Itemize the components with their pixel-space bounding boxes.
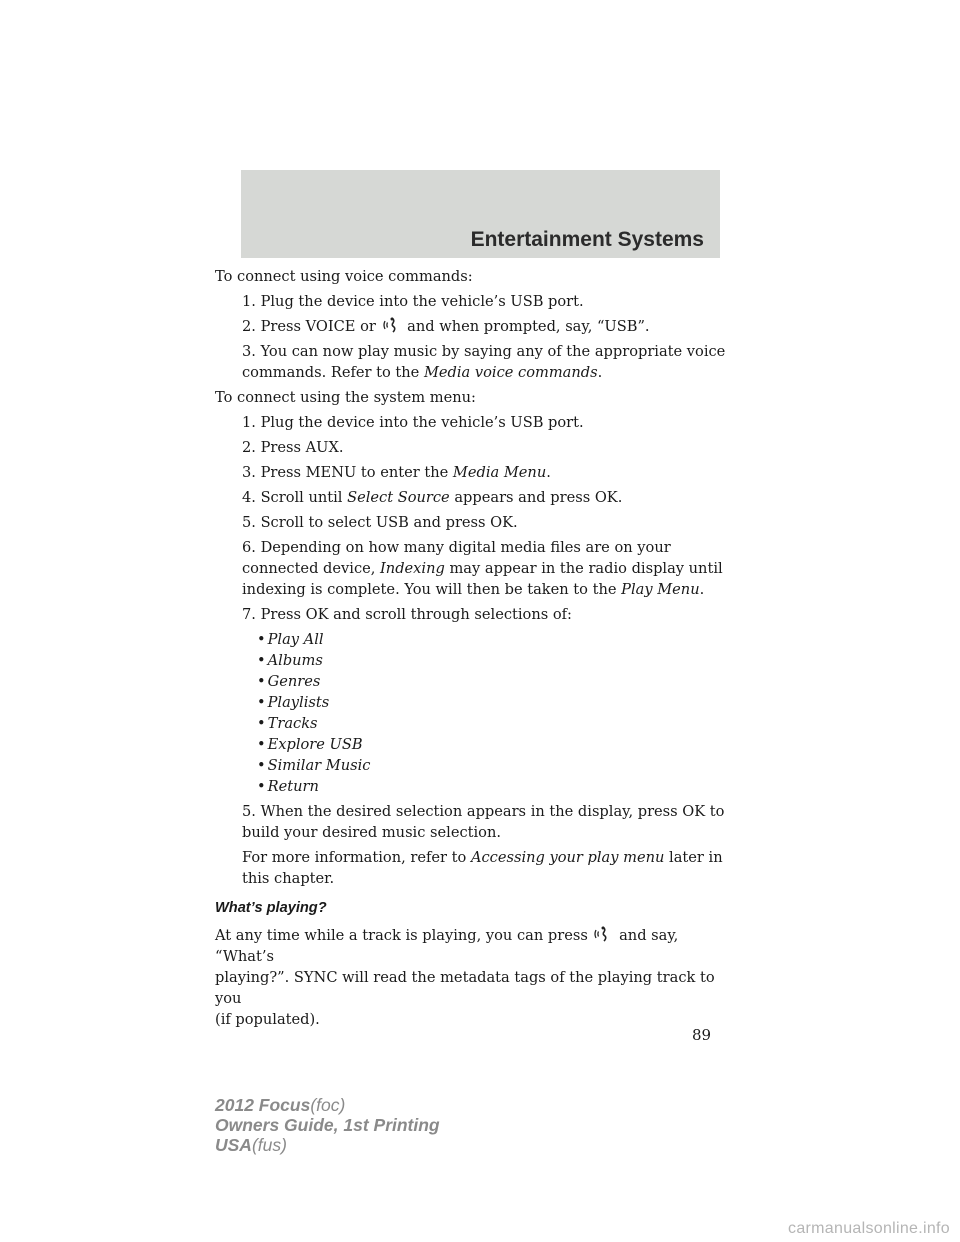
list-item: • Albums bbox=[257, 652, 323, 669]
menu-step-6-cont2: indexing is complete. You will then be taken to the Play Menu. bbox=[242, 581, 705, 598]
list-item: • Genres bbox=[257, 673, 321, 690]
whats-playing-line-1: At any time while a track is playing, you can press and say, “What’s bbox=[215, 927, 679, 965]
more-info-cont: this chapter. bbox=[242, 870, 335, 887]
section-heading: What’s playing? bbox=[215, 900, 327, 916]
list-item: • Playlists bbox=[257, 694, 330, 711]
menu-step-7: 7. Press OK and scroll through selections of: bbox=[242, 606, 572, 623]
page-number: 89 bbox=[692, 1026, 712, 1044]
voice-step-2: 2. Press VOICE or and when prompted, say, “USB”. bbox=[242, 318, 650, 335]
whats-playing-line-2: playing?”. SYNC will read the metadata tags of the playing track to you bbox=[215, 969, 715, 1007]
menu-step-2: 2. Press AUX. bbox=[242, 439, 344, 456]
menu-step-6-cont: connected device, Indexing may appear in the radio display until bbox=[242, 560, 723, 577]
voice-button-icon bbox=[594, 926, 612, 942]
voice-commands-reference: Media voice commands bbox=[423, 364, 598, 381]
list-item: • Tracks bbox=[257, 715, 318, 732]
list-item: • Return bbox=[257, 778, 319, 795]
menu-intro: To connect using the system menu: bbox=[215, 389, 476, 406]
menu-step-5b: 5. When the desired selection appears in the display, press OK to bbox=[242, 803, 725, 820]
menu-step-1: 1. Plug the device into the vehicle’s USB port. bbox=[242, 414, 584, 431]
voice-step-3: 3. You can now play music by saying any of the appropriate voice bbox=[242, 343, 726, 360]
voice-step-3-cont: commands. Refer to the Media voice commands. bbox=[242, 364, 603, 381]
print-footer: 2012 Focus(foc) Owners Guide, 1st Printing USA(fus) bbox=[215, 1095, 440, 1155]
menu-step-3: 3. Press MENU to enter the Media Menu. bbox=[242, 464, 551, 481]
watermark: carmanualsonline.info bbox=[788, 1220, 950, 1237]
list-item: • Explore USB bbox=[257, 736, 363, 753]
list-item: • Similar Music bbox=[257, 757, 371, 774]
menu-step-6: 6. Depending on how many digital media files are on your bbox=[242, 539, 671, 556]
whats-playing-line-3: (if populated). bbox=[215, 1011, 320, 1028]
play-menu-reference: Accessing your play menu bbox=[470, 849, 665, 866]
voice-intro: To connect using voice commands: bbox=[215, 268, 473, 285]
page-content bbox=[215, 266, 735, 1030]
menu-step-4: 4. Scroll until Select Source appears and press OK. bbox=[242, 489, 623, 506]
menu-step-5: 5. Scroll to select USB and press OK. bbox=[242, 514, 518, 531]
voice-button-icon bbox=[383, 317, 401, 333]
list-item: • Play All bbox=[257, 631, 324, 648]
chapter-header bbox=[241, 170, 720, 258]
menu-step-5b-cont: build your desired music selection. bbox=[242, 824, 501, 841]
more-info: For more information, refer to Accessing your play menu later in bbox=[242, 849, 723, 866]
chapter-title: Entertainment Systems bbox=[470, 228, 704, 251]
voice-step-1: 1. Plug the device into the vehicle’s USB port. bbox=[242, 293, 584, 310]
